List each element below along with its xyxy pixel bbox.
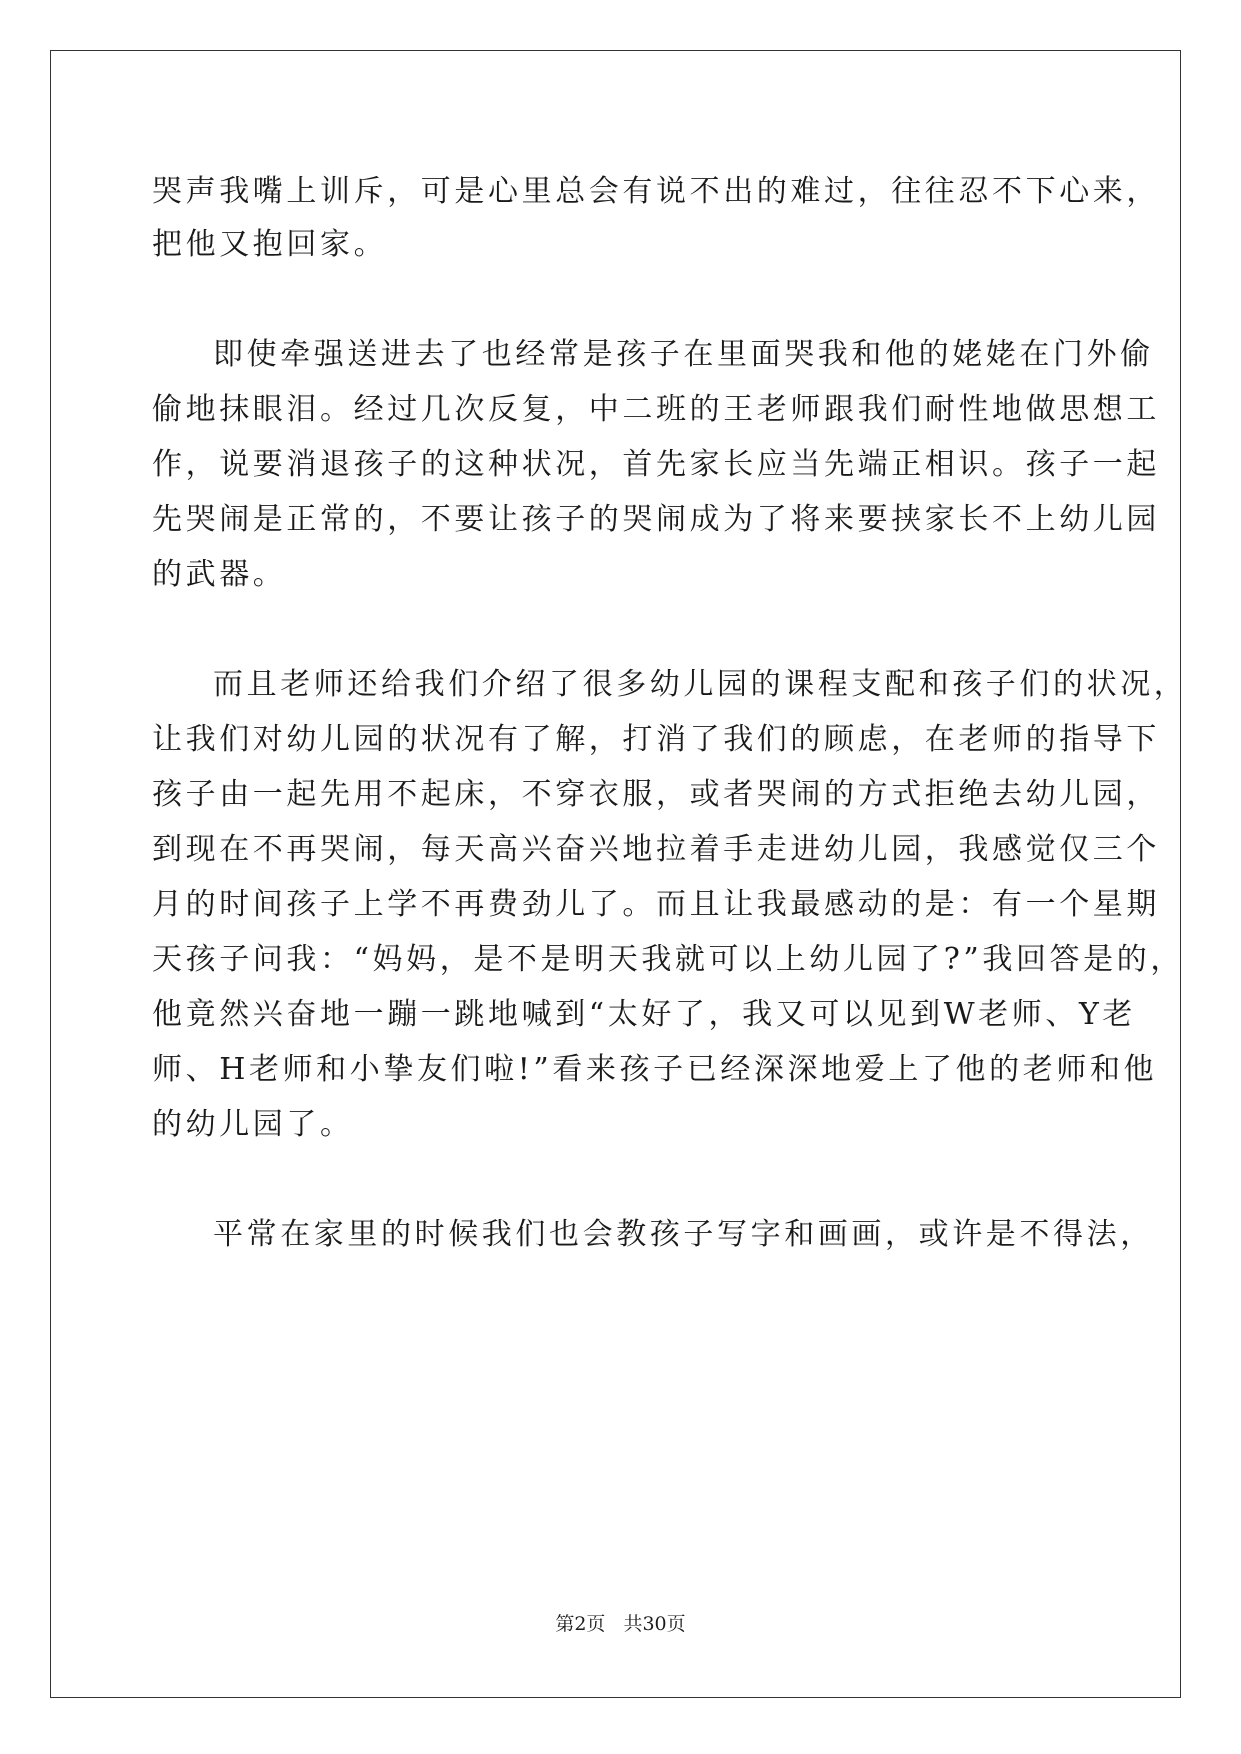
text-line: 平常在家里的时候我们也会教孩子写字和画画，或许是不得法，	[213, 1217, 1154, 1252]
text-line: 师、H老师和小挚友们啦!”看来孩子已经深深地爱上了他的老师和他	[152, 1052, 1158, 1087]
text-line: 偷地抹眼泪。经过几次反复，中二班的王老师跟我们耐性地做思想工	[152, 392, 1160, 427]
text-line: 的幼儿园了。	[152, 1107, 354, 1142]
page-footer	[0, 1612, 1241, 1636]
page-border	[50, 50, 1181, 1698]
page-number: 第2页	[555, 1613, 606, 1635]
text-line: 让我们对幼儿园的状况有了解，打消了我们的顾虑，在老师的指导下	[152, 722, 1160, 757]
text-line: 即使牵强送进去了也经常是孩子在里面哭我和他的姥姥在门外偷	[213, 337, 1154, 372]
text-line: 而且老师还给我们介绍了很多幼儿园的课程支配和孩子们的状况，	[213, 667, 1188, 702]
text-line: 的武器。	[152, 557, 287, 592]
text-line: 到现在不再哭闹，每天高兴奋兴地拉着手走进幼儿园，我感觉仅三个	[152, 832, 1160, 867]
text-line: 把他又抱回家。	[152, 227, 388, 262]
text-line: 哭声我嘴上训斥，可是心里总会有说不出的难过，往往忍不下心来，	[152, 174, 1160, 209]
text-line: 天孩子问我：“妈妈，是不是明天我就可以上幼儿园了?”我回答是的，	[152, 942, 1184, 977]
text-line: 先哭闹是正常的，不要让孩子的哭闹成为了将来要挟家长不上幼儿园	[152, 502, 1160, 537]
text-line: 他竟然兴奋地一蹦一跳地喊到“太好了，我又可以见到W老师、Y老	[152, 997, 1136, 1032]
text-line: 作，说要消退孩子的这种状况，首先家长应当先端正相识。孩子一起	[152, 447, 1160, 482]
page-total: 共30页	[623, 1613, 686, 1635]
text-line: 孩子由一起先用不起床，不穿衣服，或者哭闹的方式拒绝去幼儿园，	[152, 777, 1160, 812]
text-line: 月的时间孩子上学不再费劲儿了。而且让我最感动的是：有一个星期	[152, 887, 1160, 922]
